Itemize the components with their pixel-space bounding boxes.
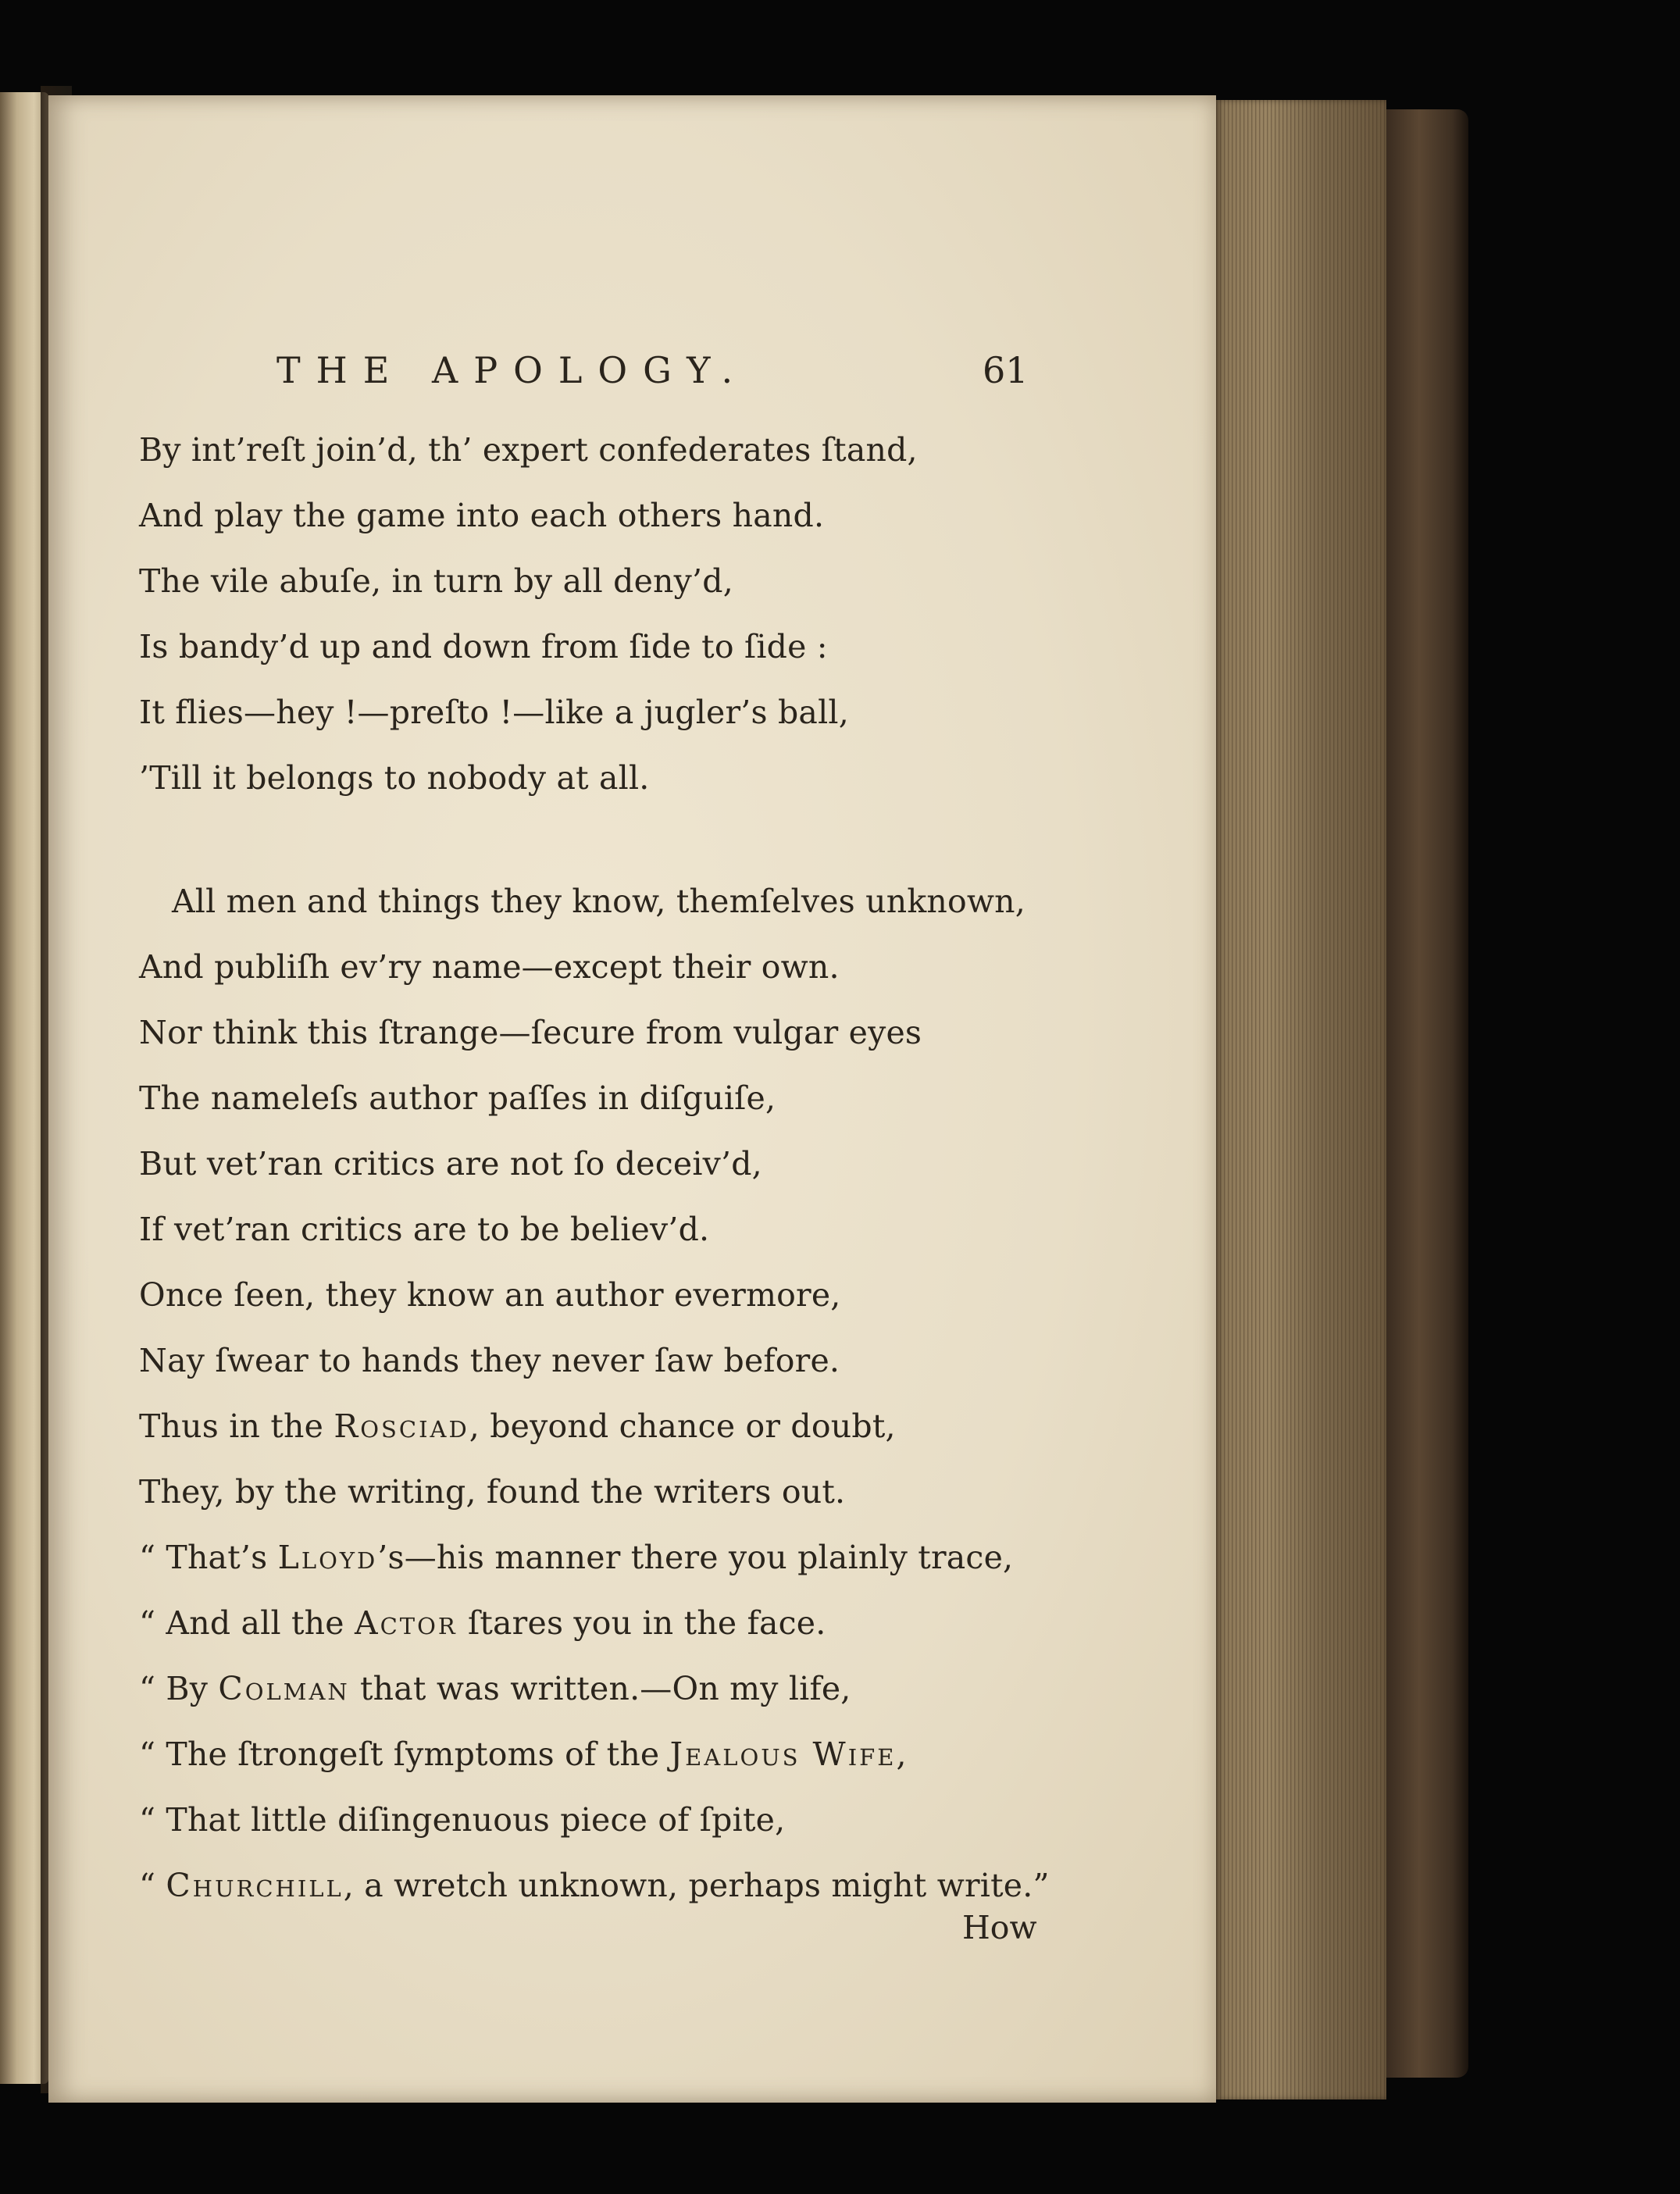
verse-text: That little diſingenuous piece of ſpite, bbox=[155, 1801, 786, 1839]
verse-line bbox=[139, 1667, 851, 1711]
verse-text: , bbox=[896, 1736, 907, 1773]
running-title: THE APOLOGY. bbox=[276, 349, 749, 391]
verse-line bbox=[139, 1601, 826, 1645]
verse-text: The ſtrongeſt ſymptoms of the bbox=[155, 1736, 670, 1773]
verse-line: The nameleſs author paſſes in diſguiſe, bbox=[139, 1079, 776, 1117]
quote-mark: “ bbox=[139, 1736, 156, 1773]
verse-line: Nor think this ſtrange—ſecure from vulgar eyes bbox=[139, 1014, 922, 1051]
verse-line bbox=[139, 1404, 896, 1448]
verse-line: All men and things they know, themſelves unknown, bbox=[172, 883, 1026, 920]
verse-text: ſtares you in the face. bbox=[457, 1604, 826, 1642]
catchword: How bbox=[962, 1909, 1037, 1946]
verse-line: Nay ſwear to hands they never ſaw before. bbox=[139, 1342, 840, 1379]
verse-text: , beyond chance or doubt, bbox=[469, 1407, 896, 1445]
work-title-actor: Actor bbox=[354, 1604, 458, 1642]
quote-mark: “ bbox=[139, 1670, 156, 1707]
verse-line: If vet’ran critics are to be believ’d. bbox=[139, 1211, 710, 1248]
verse-text: Thus in the bbox=[139, 1407, 334, 1445]
quote-mark: “ bbox=[139, 1539, 156, 1576]
verse-text: that was written.—On my life, bbox=[349, 1670, 851, 1707]
name-colman: Colman bbox=[218, 1670, 350, 1707]
book-fore-edge bbox=[1216, 100, 1386, 2099]
work-title-rosciad: Rosciad bbox=[334, 1407, 469, 1445]
verse-text: And all the bbox=[155, 1604, 355, 1642]
page-header bbox=[48, 347, 1216, 394]
book-cover-edge bbox=[1386, 109, 1468, 2078]
page-text bbox=[48, 95, 1216, 2103]
quote-mark: “ bbox=[139, 1801, 156, 1839]
quote-mark: “ bbox=[139, 1867, 156, 1904]
verse-line: By int’reſt join’d, th’ expert confederates ſtand, bbox=[139, 431, 918, 469]
verse-line: The vile abuſe, in turn by all deny’d, bbox=[139, 562, 733, 600]
verse-line bbox=[139, 1798, 785, 1842]
verse-line: Is bandy’d up and down from ſide to ſide : bbox=[139, 628, 828, 665]
verse-text: By bbox=[155, 1670, 219, 1707]
verse-text: ’s—his manner there you plainly trace, bbox=[377, 1539, 1014, 1576]
verse-line: Once ſeen, they know an author evermore, bbox=[139, 1276, 841, 1314]
verse-line: They, by the writing, found the writers out. bbox=[139, 1473, 846, 1511]
verse-line: But vet’ran critics are not ſo deceiv’d, bbox=[139, 1145, 762, 1183]
verse-line bbox=[139, 1864, 1050, 1907]
name-churchill: Churchill bbox=[166, 1867, 344, 1904]
verse-text: That’s bbox=[155, 1539, 278, 1576]
verse-text: , a wretch unknown, perhaps might write.” bbox=[343, 1867, 1050, 1904]
verse-line bbox=[139, 1732, 907, 1776]
book-page bbox=[48, 95, 1216, 2103]
verse-line: And play the game into each others hand. bbox=[139, 497, 825, 534]
work-title-jealous-wife: Jealous Wife bbox=[669, 1736, 897, 1773]
verse-line: ’Till it belongs to nobody at all. bbox=[139, 759, 650, 797]
verse-line: And publiſh ev’ry name—except their own. bbox=[139, 948, 840, 986]
verse-line: It flies—hey !—preſto !—like a jugler’s ball, bbox=[139, 694, 849, 731]
verse-line bbox=[139, 1536, 1013, 1579]
name-lloyd: Lloyd bbox=[277, 1539, 378, 1576]
quote-mark: “ bbox=[139, 1604, 156, 1642]
page-number: 61 bbox=[983, 349, 1029, 391]
